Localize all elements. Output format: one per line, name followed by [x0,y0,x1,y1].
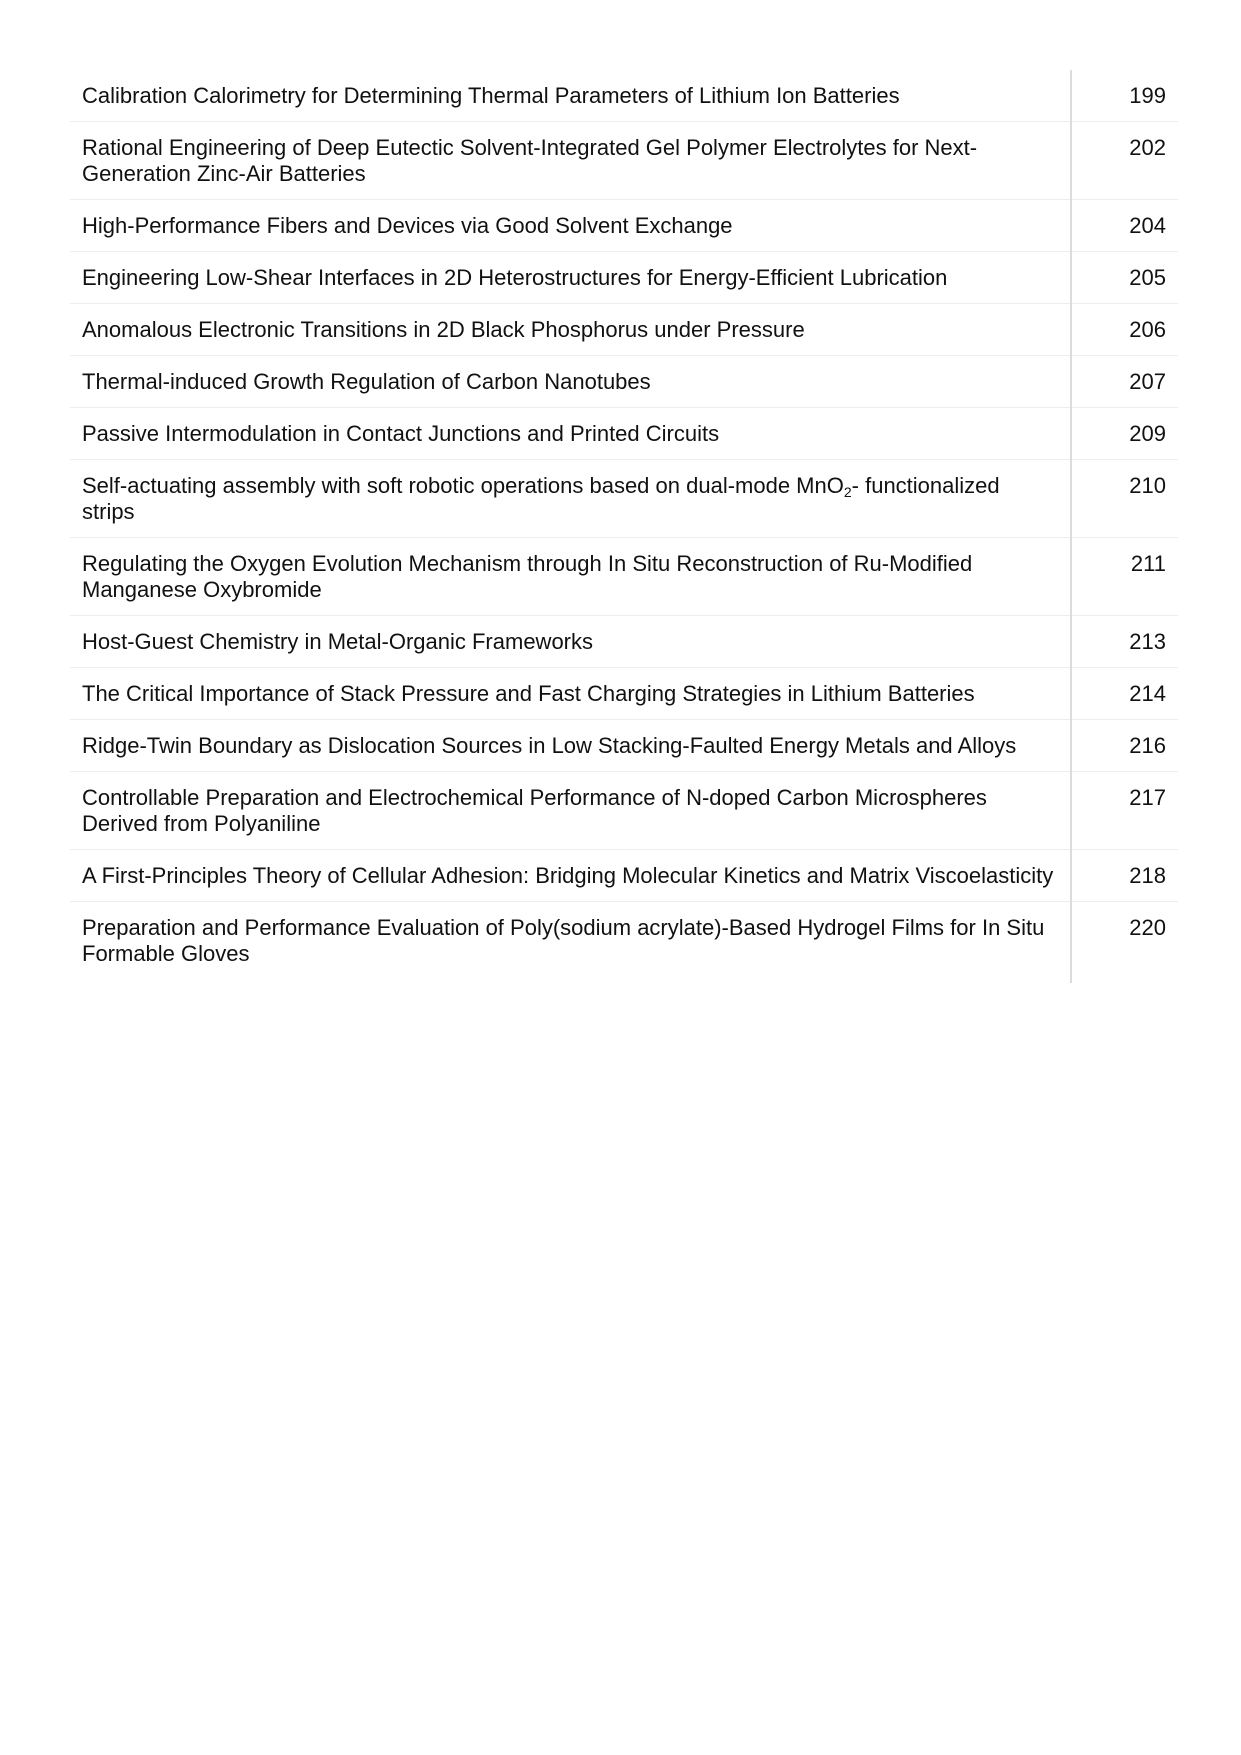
toc-entry-page: 207 [1129,369,1166,394]
toc-entry [70,408,1178,460]
toc-entry-page: 209 [1129,421,1166,446]
toc-entry-page: 217 [1129,785,1166,810]
toc-entry [70,720,1178,772]
toc-entry-page: 220 [1129,915,1166,940]
toc-entry-title: Preparation and Performance Evaluation of Poly(sodium acrylate)-Based Hydrogel Films for In Situ Formable Gloves [70,902,1071,984]
toc-entry [70,772,1178,850]
toc-entry [70,304,1178,356]
toc-entry-title: Calibration Calorimetry for Determining Thermal Parameters of Lithium Ion Batteries [70,70,1071,122]
toc-entry [70,538,1178,616]
toc-entry-page: 211 [1130,551,1166,576]
toc-table [70,70,1178,983]
toc-entry [70,850,1178,902]
toc-entry-page: 199 [1129,83,1166,108]
toc-entry [70,902,1178,984]
toc-entry [70,668,1178,720]
toc-entry [70,122,1178,200]
toc-entry-title [70,460,1071,538]
toc-entry [70,252,1178,304]
toc-entry-title: Engineering Low-Shear Interfaces in 2D Heterostructures for Energy-Efficient Lubrication [70,252,1071,304]
toc-entry-title: High-Performance Fibers and Devices via Good Solvent Exchange [70,200,1071,252]
toc-entry-title: Passive Intermodulation in Contact Junctions and Printed Circuits [70,408,1071,460]
toc-entry-page: 205 [1129,265,1166,290]
toc-entry-page: 214 [1129,681,1166,706]
toc-entry-title: Controllable Preparation and Electrochemical Performance of N-doped Carbon Microspheres Derived from Polyaniline [70,772,1071,850]
toc-entry-page: 210 [1129,473,1166,498]
toc-entry [70,616,1178,668]
toc-entry-title: The Critical Importance of Stack Pressure and Fast Charging Strategies in Lithium Batteries [70,668,1071,720]
toc-entry-page: 206 [1129,317,1166,342]
toc-entry-title: Anomalous Electronic Transitions in 2D Black Phosphorus under Pressure [70,304,1071,356]
toc-entry-title: Host-Guest Chemistry in Metal-Organic Frameworks [70,616,1071,668]
toc-entry-title-part: Self-actuating assembly with soft robotic operations based on dual-mode MnO [82,473,844,498]
toc-entry-page: 216 [1129,733,1166,758]
table-of-contents [70,70,1178,983]
toc-entry-title: Thermal-induced Growth Regulation of Carbon Nanotubes [70,356,1071,408]
toc-entry-page: 202 [1129,135,1166,160]
toc-entry-title-part: - functionalized strips [82,473,1000,524]
toc-entry-title: Regulating the Oxygen Evolution Mechanism through In Situ Reconstruction of Ru-Modified Manganese Oxybromide [70,538,1071,616]
toc-entry-page: 213 [1129,629,1166,654]
toc-entry-title: Rational Engineering of Deep Eutectic Solvent-Integrated Gel Polymer Electrolytes for Next-Generation Zinc-Air Batteries [70,122,1071,200]
toc-entry [70,460,1178,538]
toc-entry [70,356,1178,408]
toc-entry [70,200,1178,252]
toc-entry-title: Ridge-Twin Boundary as Dislocation Sources in Low Stacking-Faulted Energy Metals and Alloys [70,720,1071,772]
toc-entry [70,70,1178,122]
toc-entry-title-subscript: 2 [843,484,852,500]
toc-entry-page: 204 [1129,213,1166,238]
toc-entry-title: A First-Principles Theory of Cellular Adhesion: Bridging Molecular Kinetics and Matrix Viscoelasticity [70,850,1071,902]
toc-entry-page: 218 [1129,863,1166,888]
